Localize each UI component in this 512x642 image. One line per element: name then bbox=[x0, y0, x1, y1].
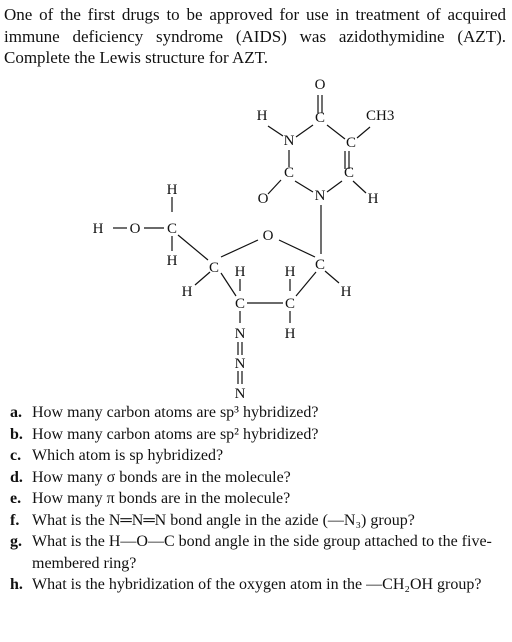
atom-c-carbonyl: C bbox=[314, 110, 326, 126]
atom-c3: C bbox=[234, 296, 246, 312]
question-item bbox=[10, 531, 510, 574]
question-text: How many carbon atoms are sp² hybridized? bbox=[32, 425, 319, 443]
question-label: a. bbox=[10, 404, 22, 421]
question-item bbox=[10, 510, 510, 532]
atom-o-carbonyl-top: O bbox=[314, 77, 326, 93]
intro-paragraph: One of the first drugs to be approved for use in treatment of acquired immune deficiency syndrome (AIDS) was azidothymidine (AZT). Complete the Lewis structure for AZT. bbox=[4, 5, 506, 67]
question-label: h. bbox=[10, 576, 23, 593]
atom-h-hydroxyl: H bbox=[92, 221, 104, 237]
atom-n-glycosidic: N bbox=[314, 188, 326, 204]
atom-h-vinyl: H bbox=[367, 191, 379, 207]
question-label: d. bbox=[10, 468, 23, 486]
atom-c1: C bbox=[314, 257, 326, 273]
atom-h-c3: H bbox=[234, 264, 246, 280]
question-text: What is the N═N═N bond angle in the azide (—N₃) group? bbox=[32, 511, 415, 529]
question-text: Which atom is sp hybridized? bbox=[32, 447, 224, 464]
atom-o-ring: O bbox=[262, 228, 274, 244]
atom-c-lower: C bbox=[283, 165, 295, 181]
question-text: What is the H—O—C bond angle in the side group attached to the five-membered ring? bbox=[32, 533, 492, 572]
question-text: How many π bonds are in the molecule? bbox=[32, 490, 291, 507]
atom-ch3: CH3 bbox=[366, 108, 395, 124]
atom-n-azide-2: N bbox=[234, 356, 246, 372]
question-item bbox=[10, 424, 510, 446]
question-label: f. bbox=[10, 511, 20, 529]
question-item bbox=[10, 445, 510, 467]
atom-h-c2-bottom: H bbox=[284, 326, 296, 342]
atom-o-carbonyl-lower: O bbox=[257, 191, 269, 207]
question-text: How many carbon atoms are sp³ hybridized? bbox=[32, 404, 319, 421]
atom-h-c2-top: H bbox=[284, 264, 296, 280]
question-text: What is the hybridization of the oxygen atom in the —CH₂OH group? bbox=[32, 576, 482, 593]
question-label: c. bbox=[10, 447, 22, 464]
atom-h-ch2-upper: H bbox=[166, 182, 178, 198]
atom-c-ch2: C bbox=[166, 221, 178, 237]
question-item bbox=[10, 574, 510, 596]
atom-n-azide-1: N bbox=[234, 326, 246, 342]
question-item bbox=[10, 488, 510, 510]
atom-c-vinyl: C bbox=[343, 165, 355, 181]
atom-c-methyl: C bbox=[345, 135, 357, 151]
atom-h-ch2-lower: H bbox=[166, 253, 178, 269]
atom-n-azide-3: N bbox=[234, 386, 246, 400]
atom-h-nh: H bbox=[256, 108, 268, 124]
question-list bbox=[10, 402, 510, 596]
question-label: g. bbox=[10, 533, 22, 550]
atom-n-ring: N bbox=[283, 133, 295, 149]
atom-o-hydroxyl: O bbox=[129, 221, 141, 237]
atom-c2: C bbox=[284, 296, 296, 312]
atom-c4: C bbox=[208, 260, 220, 276]
atom-h-c4: H bbox=[181, 284, 193, 300]
azt-structure-diagram bbox=[0, 70, 512, 400]
question-item bbox=[10, 402, 510, 424]
question-item bbox=[10, 467, 510, 489]
question-label: b. bbox=[10, 425, 23, 443]
question-label: e. bbox=[10, 490, 22, 507]
question-text: How many σ bonds are in the molecule? bbox=[32, 468, 291, 486]
atom-h-c1: H bbox=[340, 284, 352, 300]
